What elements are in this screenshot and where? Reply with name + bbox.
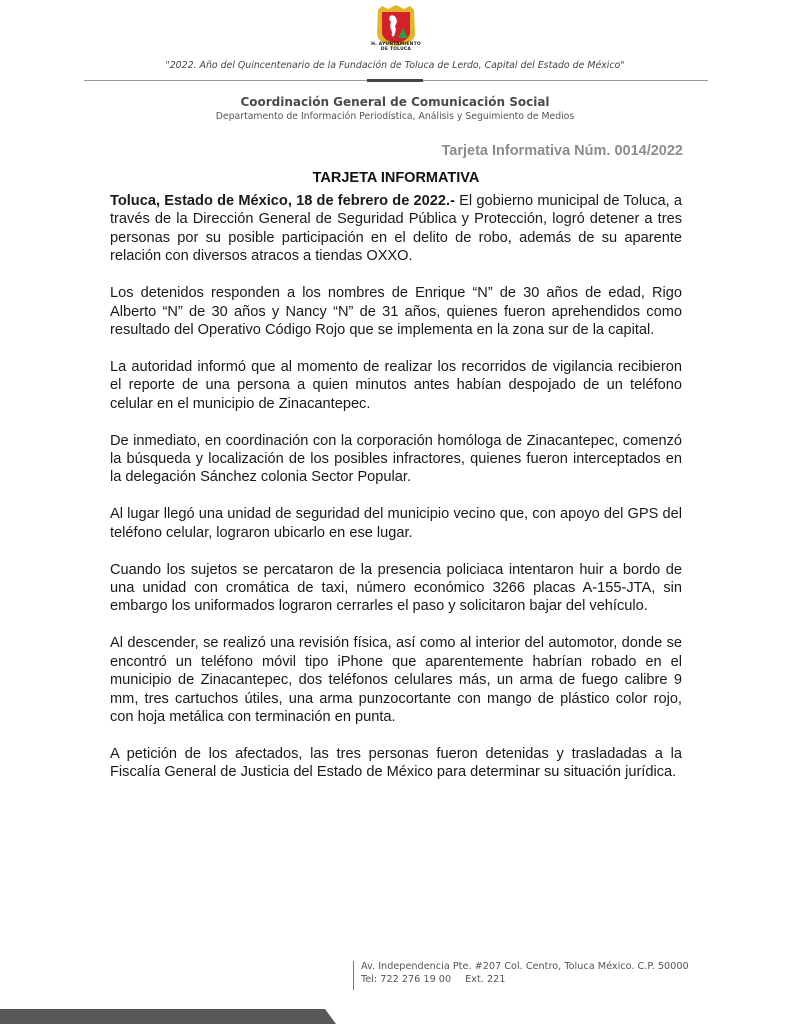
document-body bbox=[110, 192, 682, 800]
body-paragraph: De inmediato, en coordinación con la corporación homóloga de Zinacantepec, comenzó la búsqueda y localización de los posibles infractores, quienes fueron interceptados en la delegación Sánchez colonia Sector Popular. bbox=[110, 432, 682, 486]
coordination-heading: Coordinación General de Comunicación Social bbox=[240, 95, 550, 109]
logo-caption-line2: DE TOLUCA bbox=[380, 47, 412, 52]
card-number: Tarjeta Informativa Núm. 0014/2022 bbox=[441, 143, 683, 159]
body-paragraph: Los detenidos responden a los nombres de Enrique “N” de 30 años de edad, Rigo Alberto “N” de 30 años y Nancy “N” de 31 años, quienes fueron aprehendidos como resultado del Operativo Código Rojo que se implementa en la zona sur de la capital. bbox=[110, 285, 682, 338]
address-divider bbox=[353, 961, 354, 990]
footer-address: Av. Independencia Pte. #207 Col. Centro, Toluca México. C.P. 50000 bbox=[361, 961, 689, 972]
footer-extension: Ext. 221 bbox=[465, 974, 506, 985]
header-divider-accent bbox=[367, 79, 423, 82]
department-subheading: Departamento de Información Periodística, Análisis y Seguimiento de Medios bbox=[215, 111, 575, 122]
body-paragraph: Al lugar llegó una unidad de seguridad del municipio vecino que, con apoyo del GPS del teléfono celular, lograron ubicarlo en ese lugar. bbox=[110, 506, 682, 541]
logo-caption-line1: H. AYUNTAMIENTO bbox=[371, 42, 421, 47]
institutional-motto: "2022. Año del Quincentenario de la Fundación de Toluca de Lerdo, Capital del Estado de México" bbox=[165, 60, 625, 71]
body-paragraph: Cuando los sujetos se percataron de la presencia policiaca intentaron huir a bordo de una unidad con cromática de taxi, número económico 3266 placas A-155-JTA, sin embargo los uniformados lograron cerrarles el paso y solicitaron bajar del vehículo. bbox=[110, 561, 682, 615]
footer-band bbox=[0, 1009, 336, 1024]
footer-address-block bbox=[361, 960, 689, 986]
lead-text: El gobierno municipal de Toluca, a través de la Dirección General de Seguridad Pública y Protección, logró detener a tres personas por su posible participación en el delito de robo, además de su aparente relación con diversos atracos a tiendas OXXO. bbox=[110, 193, 683, 265]
body-paragraph: A petición de los afectados, las tres personas fueron detenidas y trasladadas a la Fiscalía General de Justicia del Estado de México para determinar su situación jurídica. bbox=[110, 745, 682, 781]
body-paragraph: La autoridad informó que al momento de realizar los recorridos de vigilancia recibieron el reporte de una persona a quien minutos antes habían despojado de un teléfono celular en el municipio de Zinacantepec. bbox=[110, 358, 682, 412]
body-paragraph bbox=[110, 192, 682, 266]
body-paragraph: Al descender, se realizó una revisión física, así como al interior del automotor, donde se encontró un teléfono móvil tipo iPhone que aparentemente habrían robado en el municipio de Zinacantepec, dos teléfonos celulares más, un arma de fuego calibre 9 mm, tres cartuchos útiles, una arma punzocortante con mango de plástico color rojo, con hoja metálica con terminación en punta. bbox=[110, 635, 682, 725]
document-title: TARJETA INFORMATIVA bbox=[312, 170, 480, 186]
footer-contact bbox=[361, 973, 689, 986]
dateline: Toluca, Estado de México, 18 de febrero de 2022.- bbox=[110, 193, 455, 209]
footer-phone: Tel: 722 276 19 00 bbox=[361, 974, 452, 985]
logo-caption bbox=[350, 42, 442, 52]
